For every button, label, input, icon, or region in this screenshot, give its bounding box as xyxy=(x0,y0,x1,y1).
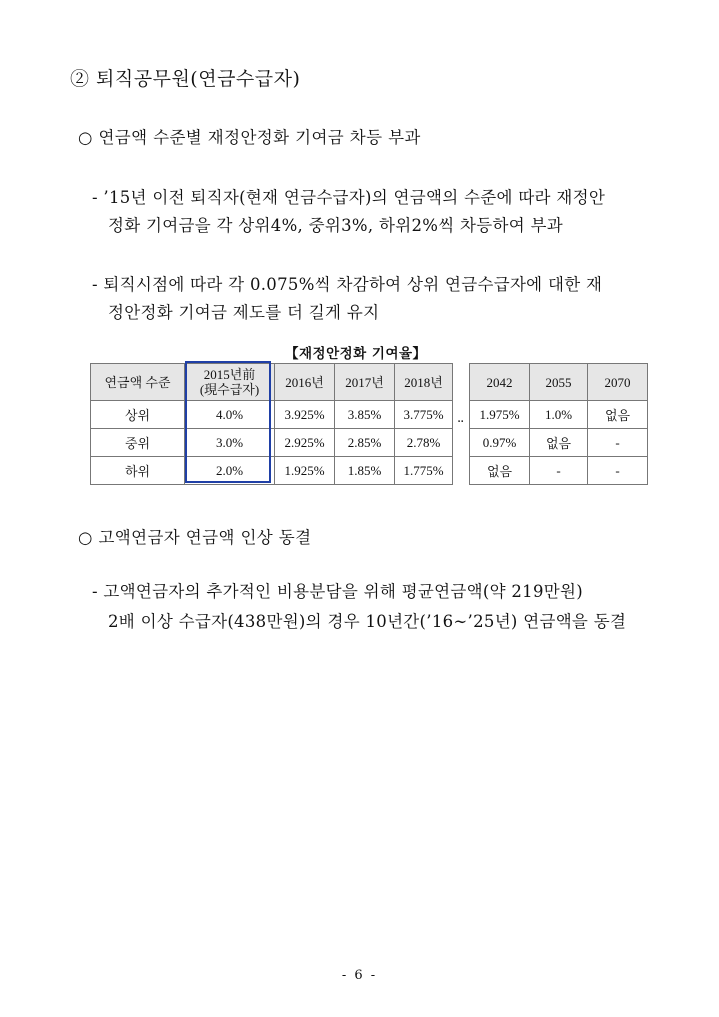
cell-rate: 3.85% xyxy=(335,401,395,429)
cell-rate: 4.0% xyxy=(185,401,275,429)
cell-rate: 3.0% xyxy=(185,429,275,457)
section-heading: ② 퇴직공무원(연금수급자) xyxy=(70,68,301,90)
cell-rate: 없음 xyxy=(470,457,530,485)
dash-item-3-line-1: - 고액연금자의 추가적인 비용분담을 위해 평균연금액(약 219만원) xyxy=(92,582,583,601)
page-number: - 6 - xyxy=(341,968,378,983)
table-row xyxy=(91,429,453,457)
cell-rate: 1.775% xyxy=(395,457,453,485)
cell-rate: 2.0% xyxy=(185,457,275,485)
table-header-row xyxy=(470,364,648,401)
cell-rate: 1.0% xyxy=(530,401,588,429)
cell-rate: 0.97% xyxy=(470,429,530,457)
header-2015-before xyxy=(185,364,275,401)
cell-level: 상위 xyxy=(91,401,185,429)
dash-item-1-line-2: 정화 기여금을 각 상위4%, 중위3%, 하위2%씩 차등하여 부과 xyxy=(108,216,564,235)
cell-rate: 없음 xyxy=(530,429,588,457)
table-row xyxy=(470,401,648,429)
table-row xyxy=(91,457,453,485)
header-level: 연금액 수준 xyxy=(91,364,185,401)
contribution-rate-table-right xyxy=(469,363,648,485)
header-2055: 2055 xyxy=(530,364,588,401)
cell-rate: - xyxy=(588,429,648,457)
cell-rate: - xyxy=(530,457,588,485)
table-row xyxy=(91,401,453,429)
dash-item-2-line-1: - 퇴직시점에 따라 각 0.075%씩 차감하여 상위 연금수급자에 대한 재 xyxy=(92,275,603,294)
header-2016: 2016년 xyxy=(275,364,335,401)
dash-item-1-line-1: - ’15년 이전 퇴직자(현재 연금수급자)의 연금액의 수준에 따라 재정안 xyxy=(92,188,606,207)
table-caption: 【재정안정화 기여율】 xyxy=(285,346,427,362)
bullet-contribution-levy: ○ 연금액 수준별 재정안정화 기여금 차등 부과 xyxy=(78,128,421,147)
table-header-row xyxy=(91,364,453,401)
cell-level: 하위 xyxy=(91,457,185,485)
cell-rate: 2.925% xyxy=(275,429,335,457)
cell-rate: 1.925% xyxy=(275,457,335,485)
cell-rate: 1.975% xyxy=(470,401,530,429)
cell-rate: 3.775% xyxy=(395,401,453,429)
header-2015-text: 2015년前 (現수급자) xyxy=(199,367,260,397)
cell-level: 중위 xyxy=(91,429,185,457)
contribution-rate-table-left xyxy=(90,363,453,485)
bullet-pension-freeze: ○ 고액연금자 연금액 인상 동결 xyxy=(78,528,312,547)
cell-rate: 2.78% xyxy=(395,429,453,457)
table-row xyxy=(470,457,648,485)
dash-item-2-line-2: 정안정화 기여금 제도를 더 길게 유지 xyxy=(108,303,380,322)
cell-rate: 3.925% xyxy=(275,401,335,429)
cell-rate: 1.85% xyxy=(335,457,395,485)
cell-rate: 2.85% xyxy=(335,429,395,457)
cell-rate: - xyxy=(588,457,648,485)
dash-item-3-line-2: 2배 이상 수급자(438만원)의 경우 10년간(’16∼’25년) 연금액을 동결 xyxy=(108,612,627,631)
header-2042: 2042 xyxy=(470,364,530,401)
header-2017: 2017년 xyxy=(335,364,395,401)
table-row xyxy=(470,429,648,457)
cell-rate: 없음 xyxy=(588,401,648,429)
table-ellipsis: .. xyxy=(457,411,464,426)
header-2018: 2018년 xyxy=(395,364,453,401)
header-2070: 2070 xyxy=(588,364,648,401)
